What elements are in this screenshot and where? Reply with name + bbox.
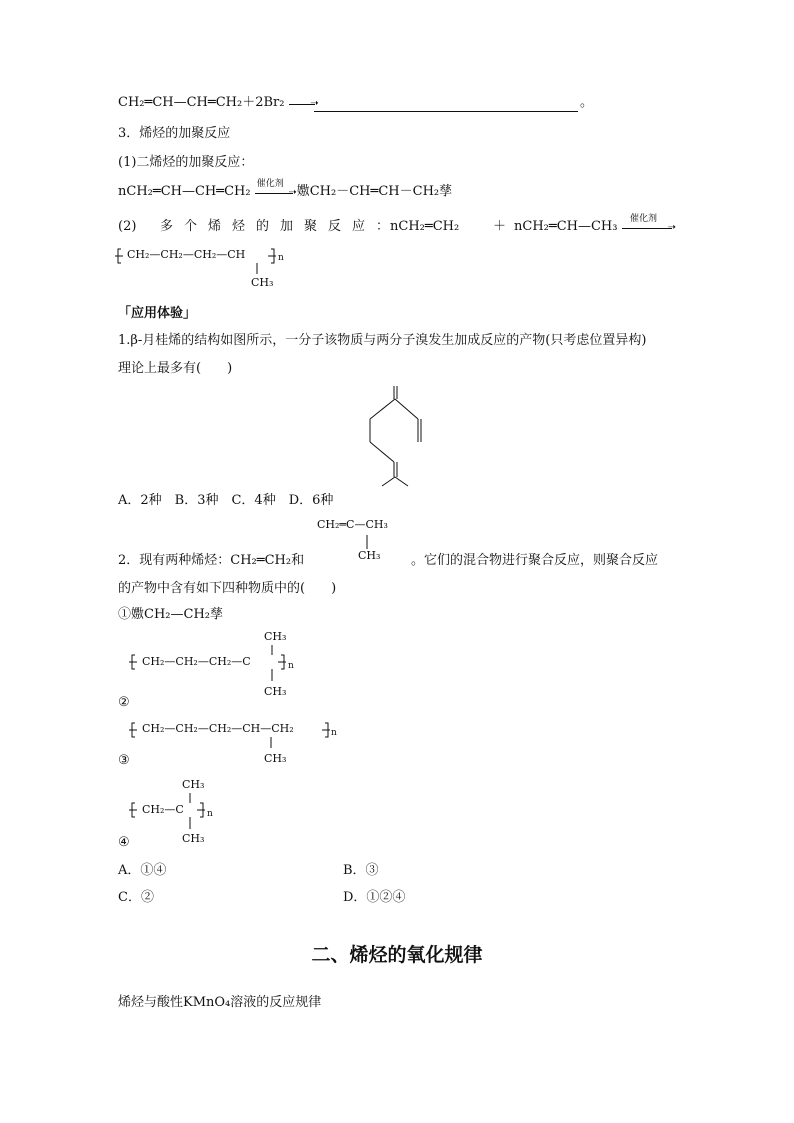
subsection-2-title: 多个烯烃的加聚反应： xyxy=(160,219,401,234)
copolymer-reactant-1: nCH₂═CH₂ xyxy=(390,219,460,234)
option-b[interactable]: B．③ xyxy=(343,863,379,878)
choice-item-2-num: ② xyxy=(118,695,130,710)
item-4-top-methyl: CH₃ xyxy=(182,778,205,791)
item-4-main-chain: CH₂—C xyxy=(142,803,184,816)
sentence-end: 。 xyxy=(580,95,594,110)
subsection-1-title: (1)二烯烃的加聚反应： xyxy=(118,155,254,170)
degree-n: n xyxy=(331,728,337,738)
copolymer-main-chain: CH₂—CH₂—CH₂—CH xyxy=(127,248,246,261)
plus-sign: ＋ xyxy=(493,219,507,234)
apply-header: 「应用体验」 xyxy=(118,306,197,321)
question-2-text-b: 。它们的混合物进行聚合反应，则聚合反应 xyxy=(411,553,659,568)
question-2-text-2: 的产物中含有如下四种物质中的( ) xyxy=(118,581,337,596)
option-c[interactable]: C．② xyxy=(118,890,154,905)
degree-n: n xyxy=(288,661,294,671)
bond-line-icon xyxy=(366,535,368,549)
isobutylene-methyl: CH₃ xyxy=(358,549,381,562)
item-3-main-chain: CH₂—CH₂—CH₂—CH—CH₂ xyxy=(142,722,294,735)
degree-n: n xyxy=(278,253,284,263)
question-1-text: 1.β-月桂烯的结构如图所示，一分子该物质与两分子溴发生加成反应的产物(只考虑位置异构) xyxy=(118,333,647,348)
copolymer-branch: CH₃ xyxy=(251,276,274,289)
reaction-arrow-icon: ➝ xyxy=(289,96,319,110)
diene-polymerization-equation xyxy=(118,178,453,201)
item-4-bottom-methyl: CH₃ xyxy=(182,832,205,845)
bromine-addition-equation xyxy=(118,94,319,112)
degree-n: n xyxy=(207,809,213,819)
subsection-2-num: (2) xyxy=(118,219,137,234)
choice-item-3-structure xyxy=(128,718,348,768)
section-3-title: 3．烯烃的加聚反应 xyxy=(118,126,231,141)
answer-blank xyxy=(314,111,578,112)
section-heading: 二、烯烃的氧化规律 xyxy=(311,944,483,966)
catalyst-arrow-2 xyxy=(622,213,676,236)
item-2-bottom-methyl: CH₃ xyxy=(264,685,287,698)
beta-myrcene-structure-icon xyxy=(352,382,452,492)
section-intro: 烯烃与酸性KMnO₄溶液的反应规律 xyxy=(118,995,322,1010)
choice-item-4-num: ④ xyxy=(118,835,130,850)
choice-item-2-structure xyxy=(128,628,318,710)
diene-reactant: nCH₂═CH—CH═CH₂ xyxy=(118,184,251,199)
bromine-reactants: CH₂═CH—CH═CH₂＋2Br₂ xyxy=(118,95,285,110)
choice-item-1: ①嫐CH₂—CH₂孳 xyxy=(118,607,223,622)
question-1-text-2: 理论上最多有( ) xyxy=(118,361,233,376)
item-2-top-methyl: CH₃ xyxy=(264,630,287,643)
diene-product: 嫐CH₂－CH═CH－CH₂孳 xyxy=(296,184,453,199)
item-2-main-chain: CH₂—CH₂—CH₂—C xyxy=(142,655,251,668)
catalyst-arrow-icon: 催化剂 ➝ xyxy=(622,220,676,234)
option-d[interactable]: D．①②④ xyxy=(343,890,406,905)
copolymer-product xyxy=(115,244,295,294)
question-2-text-a: 2．现有两种烯烃：CH₂═CH₂和 xyxy=(118,553,305,568)
catalyst-arrow-icon: 催化剂 ➝ xyxy=(256,178,297,198)
item-3-methyl: CH₃ xyxy=(264,752,287,765)
choice-item-4-structure xyxy=(128,776,228,852)
isobutylene-formula: CH₂═C—CH₃ xyxy=(317,518,388,531)
copolymer-reactant-2: nCH₂═CH—CH₃ xyxy=(514,219,618,234)
option-a[interactable]: A．①④ xyxy=(118,863,167,878)
question-1-options[interactable]: A．2种 B．3种 C．4种 D．6种 xyxy=(118,493,334,508)
choice-item-3-num: ③ xyxy=(118,753,130,768)
